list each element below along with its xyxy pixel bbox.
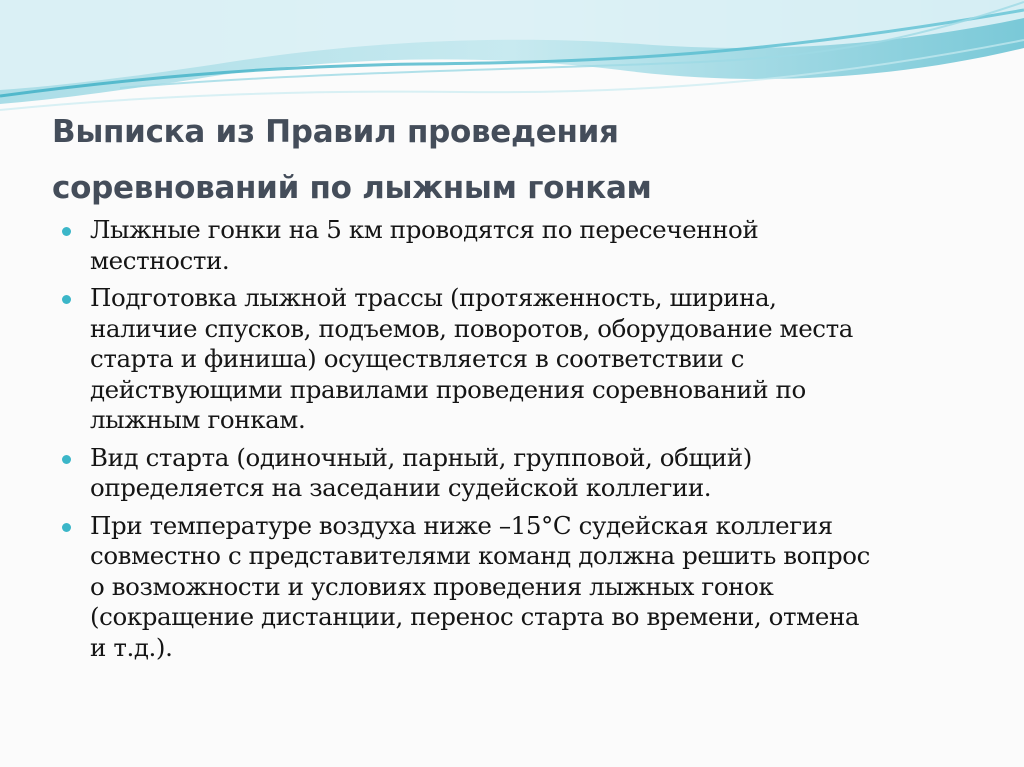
bullet-text-line: Лыжные гонки на 5 км проводятся по пересеченной: [90, 215, 759, 244]
bullet-icon: [62, 455, 71, 464]
bullet-icon: [62, 295, 71, 304]
bullet-text-line: Вид старта (одиночный, парный, групповой, общий): [90, 442, 752, 472]
bullet-text-line: местности.: [90, 245, 230, 275]
bullet-icon: [62, 523, 71, 532]
slide-title: [52, 104, 952, 216]
bullet-text-line: совместно с представителями команд должна решить вопрос: [90, 541, 870, 570]
slide-title-line-2: соревнований по лыжным гонкам: [52, 170, 652, 206]
bullet-text-line: наличие спусков, подъемов, поворотов, оборудование места: [90, 313, 853, 343]
bullet-text-line: лыжным гонкам.: [90, 405, 306, 434]
bullet-item-distance: [62, 215, 992, 276]
bullet-text-line: о возможности и условиях проведения лыжных гонок: [90, 571, 774, 601]
bullet-list: [62, 215, 992, 670]
bullet-text-line: и т.д.).: [90, 632, 173, 662]
slide-title-line-1: Выписка из Правил проведения: [52, 114, 619, 150]
bullet-item-track-preparation: [62, 283, 992, 436]
bullet-text-line: определяется на заседании судейской коллегии.: [90, 473, 712, 502]
bullet-text-line: Подготовка лыжной трассы (протяженность, ширина,: [90, 283, 777, 312]
bullet-icon: [62, 227, 71, 236]
bullet-text-line: действующими правилами проведения соревнований по: [90, 374, 806, 404]
bullet-item-start-type: [62, 443, 992, 504]
bullet-text-line: (сокращение дистанции, перенос старта во времени, отмена: [90, 602, 860, 631]
bullet-text-line: При температуре воздуха ниже –15°С судейская коллегия: [90, 510, 833, 540]
bullet-item-temperature: [62, 511, 992, 664]
bullet-text-line: старта и финиша) осуществляется в соответствии с: [90, 344, 745, 373]
wave-header-decoration: [0, 0, 1024, 120]
